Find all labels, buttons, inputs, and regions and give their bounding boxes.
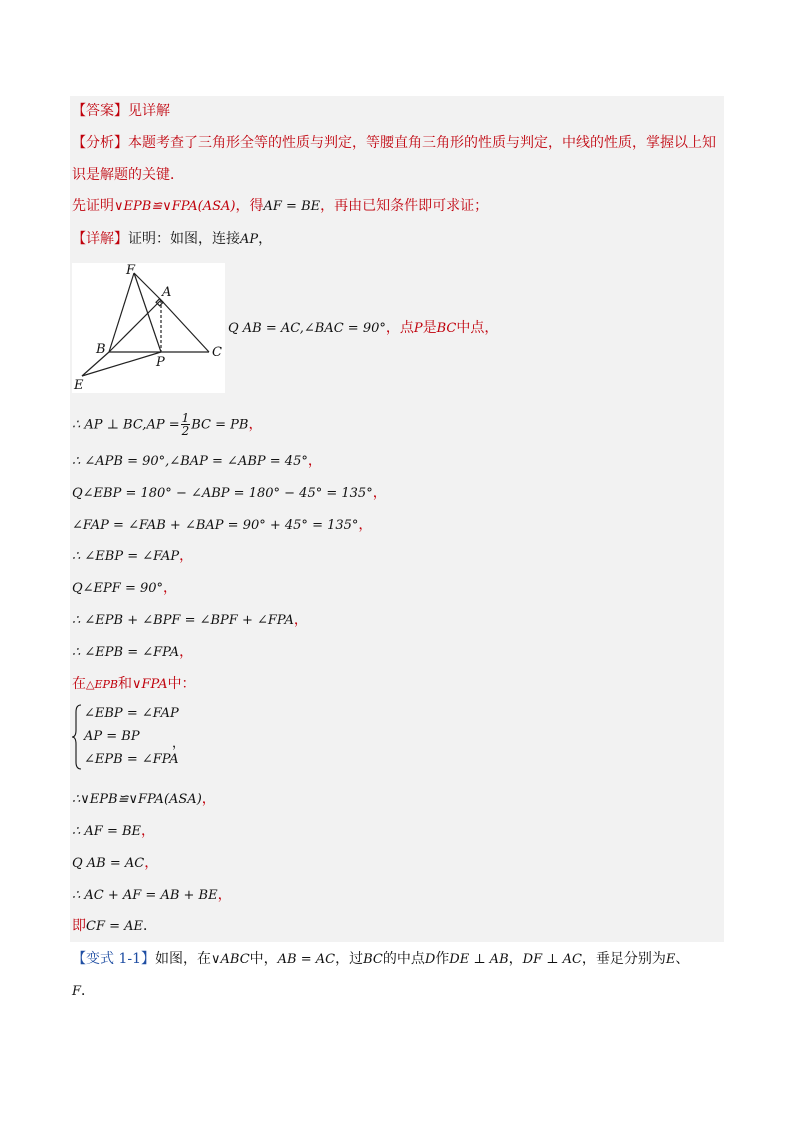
step-8-math: ∴ ∠EPB = ∠FPA <box>72 645 180 660</box>
equation-system <box>72 704 272 774</box>
detail-line <box>72 229 272 250</box>
step-1-math-b: BC = PB <box>191 417 249 433</box>
fraction-numerator: 1 <box>181 411 190 425</box>
analysis-text-1: 本题考查了三角形全等的性质与判定，等腰直角三角形的性质与判定，中线的性质，掌握以上知 <box>128 135 716 151</box>
analysis-text-3e: ，再由已知条件即可求证； <box>320 198 489 214</box>
step-13-math: ∴ AC + AF = AB + BE <box>72 888 218 903</box>
variant-text-4: 的中点 <box>382 951 425 967</box>
step-13-comma: ， <box>217 887 232 903</box>
answer-text: 见详解 <box>128 103 170 119</box>
variant-line-2 <box>72 981 95 1002</box>
step-9-text-c: 和 <box>117 676 132 692</box>
step-4 <box>72 515 372 536</box>
segment-fp <box>134 273 161 352</box>
answer-line <box>72 101 170 121</box>
step-2-math: ∴ ∠APB = 90°,∠BAP = ∠ABP = 45° <box>72 454 308 469</box>
label-c: C <box>212 345 222 360</box>
label-f: F <box>126 263 136 278</box>
step-1-math-a: ∴ AP ⊥ BC,AP = <box>72 417 180 433</box>
step-11-comma: ， <box>141 823 156 839</box>
analysis-tag: 【分析】 <box>72 135 128 151</box>
step-4-comma: ， <box>358 517 373 533</box>
variant-math-2: AB = AC <box>277 952 336 967</box>
given-math-p: P <box>413 321 423 336</box>
detail-tag: 【详解】 <box>72 231 128 247</box>
analysis-math-af-be: AF = BE <box>263 199 321 214</box>
step-5-math: ∴ ∠EBP = ∠FAP <box>72 549 180 564</box>
given-text-1: ，点 <box>385 320 414 336</box>
variant-math-7: E <box>665 952 676 967</box>
variant-line-1 <box>72 949 689 970</box>
step-7-comma: ， <box>293 612 308 628</box>
detail-comma: ， <box>258 231 273 247</box>
system-eq-3: ∠EPB = ∠FPA <box>84 752 179 767</box>
step-3 <box>72 483 387 504</box>
step-11-math: ∴ AF = BE <box>72 824 142 839</box>
given-text-3: 中点， <box>456 320 499 336</box>
step-12-comma: ， <box>144 855 159 871</box>
system-eq-1: ∠EBP = ∠FAP <box>84 706 179 721</box>
variant-text-3: ，过 <box>335 951 364 967</box>
triangle-diagram <box>72 263 225 393</box>
step-5 <box>72 546 193 567</box>
fraction-one-half <box>181 412 191 437</box>
step-9 <box>72 674 195 695</box>
step-9-math-b: △EPB <box>86 678 118 691</box>
step-10 <box>72 789 216 810</box>
variant-math-6: DF ⊥ AC <box>522 952 582 967</box>
step-4-math: ∠FAP = ∠FAB + ∠BAP = 90° + 45° = 135° <box>72 518 359 533</box>
step-8-comma: ， <box>179 644 194 660</box>
variant-math-3: BC <box>363 952 383 967</box>
variant-tag: 【变式 1-1】 <box>72 951 155 967</box>
step-14-math: CF = AE <box>86 919 144 934</box>
system-eq-2: AP = BP <box>84 729 140 744</box>
step-13 <box>72 885 232 906</box>
variant-text-9: ． <box>81 983 96 999</box>
given-math: Q AB = AC,∠BAC = 90° <box>228 321 386 336</box>
detail-math-ap: AP <box>240 232 259 247</box>
left-brace <box>72 704 82 770</box>
step-5-comma: ， <box>179 548 194 564</box>
answer-tag: 【答案】 <box>72 103 128 119</box>
step-12 <box>72 853 158 874</box>
system-comma: ， <box>172 736 186 751</box>
label-e: E <box>74 378 84 393</box>
step-6-comma: ， <box>163 580 178 596</box>
label-a: A <box>162 285 172 300</box>
variant-math-4: D <box>424 952 436 967</box>
variant-text-6: ， <box>508 951 523 967</box>
step-9-text-e: 中： <box>167 676 196 692</box>
step-14-period: ． <box>143 918 158 934</box>
step-14 <box>72 916 157 937</box>
label-p: P <box>156 355 165 370</box>
step-2-comma: ， <box>307 453 322 469</box>
step-1-comma: ， <box>248 416 263 433</box>
segment-ac <box>161 300 209 352</box>
fraction-denominator: 2 <box>181 424 190 438</box>
analysis-text-3a: 先证明 <box>72 198 114 214</box>
variant-math-5: DE ⊥ AB <box>449 952 509 967</box>
variant-text-2: 中， <box>249 951 278 967</box>
step-10-comma: ， <box>201 791 216 807</box>
step-8 <box>72 642 193 663</box>
step-6-math: Q∠EPF = 90° <box>72 581 164 596</box>
given-line <box>228 318 498 339</box>
analysis-line-1 <box>72 133 716 153</box>
step-9-text-a: 在 <box>72 676 86 692</box>
analysis-line-2 <box>72 165 184 185</box>
step-9-math-d: ∨FPA <box>131 677 168 692</box>
detail-text: 证明：如图，连接 <box>128 231 240 247</box>
variant-text-1: 如图，在 <box>155 951 211 967</box>
step-2 <box>72 451 322 472</box>
step-12-math: Q AB = AC <box>72 856 145 871</box>
analysis-text-2: 识是解题的关键． <box>72 167 184 183</box>
variant-math-1: ∨ABC <box>211 952 250 967</box>
label-b: B <box>96 342 106 357</box>
variant-text-8: 、 <box>675 951 690 967</box>
step-10-math: ∴∨EPB≌∨FPA(ASA) <box>72 792 202 807</box>
step-11 <box>72 821 155 842</box>
analysis-math-congruence: ∨EPB≌∨FPA(ASA) <box>114 199 236 214</box>
step-1 <box>72 412 262 437</box>
segment-ep <box>82 352 161 376</box>
triangle-diagram-svg <box>72 263 225 393</box>
step-7-math: ∴ ∠EPB + ∠BPF = ∠BPF + ∠FPA <box>72 613 294 628</box>
step-7 <box>72 610 308 631</box>
step-3-math: Q∠EBP = 180° − ∠ABP = 180° − 45° = 135° <box>72 486 373 501</box>
variant-text-5: 作 <box>435 951 450 967</box>
variant-text-7: ，垂足分别为 <box>581 951 666 967</box>
step-6 <box>72 578 177 599</box>
given-text-2: 是 <box>422 320 437 336</box>
step-3-comma: ， <box>372 485 387 501</box>
analysis-text-3c: ，得 <box>235 198 264 214</box>
variant-math-8: F <box>72 984 82 999</box>
step-14-text-a: 即 <box>72 918 86 934</box>
given-math-bc: BC <box>436 321 457 336</box>
analysis-line-3 <box>72 196 488 217</box>
